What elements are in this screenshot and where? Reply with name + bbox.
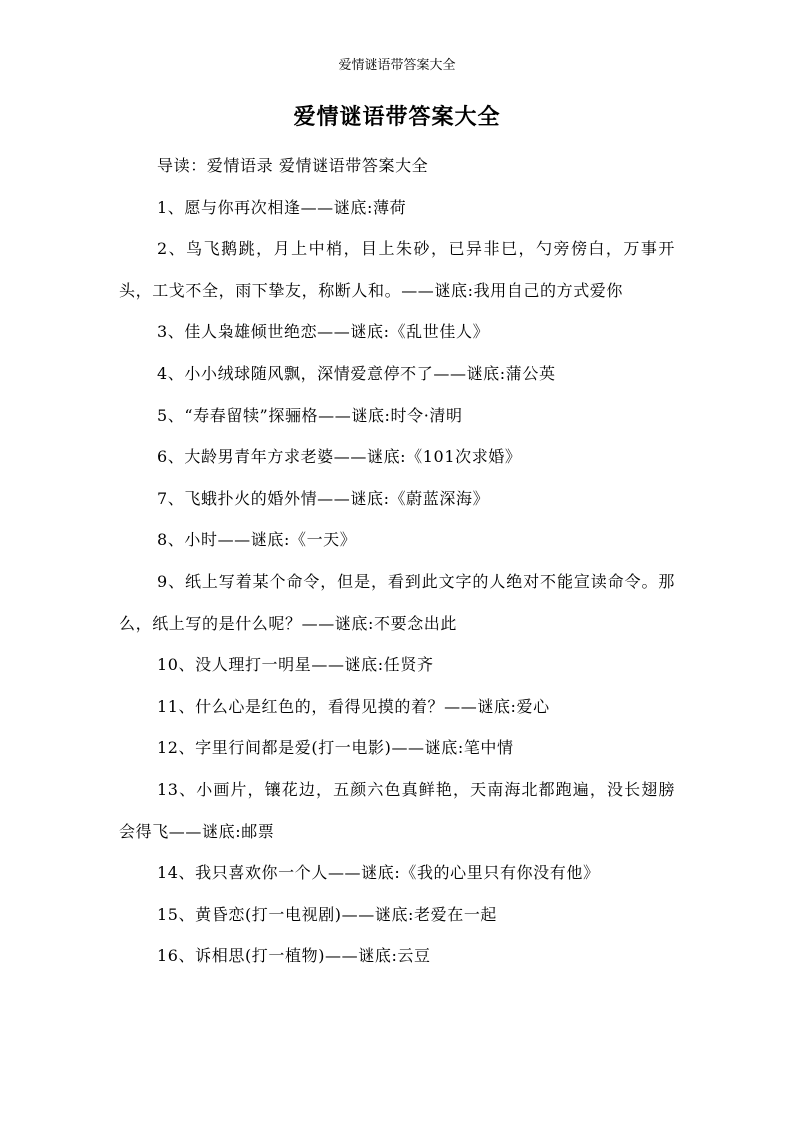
riddle-item: 14、我只喜欢你一个人——谜底:《我的心里只有你没有他》 [157,863,600,883]
riddle-item: 3、佳人枭雄倾世绝恋——谜底:《乱世佳人》 [157,322,490,342]
running-header: 爱情谜语带答案大全 [338,58,456,73]
riddle-item: 13、小画片，镶花边，五颜六色真鲜艳，天南海北都跑遍，没长翅膀会得飞——谜底:邮票 [119,779,675,841]
intro-paragraph: 导读：爱情语录 爱情谜语带答案大全 [157,156,429,175]
document-body [119,145,675,977]
document-title: 爱情谜语带答案大全 [293,104,501,130]
riddle-item: 2、鸟飞鹅跳，月上中梢，目上朱砂，已异非巳，勺旁傍白，万事开头，工戈不全，雨下挚友，称断人和。——谜底:我用自己的方式爱你 [119,239,675,300]
riddle-item: 6、大龄男青年方求老婆——谜底:《101次求婚》 [157,447,522,467]
riddle-item: 9、纸上写着某个命令，但是，看到此文字的人绝对不能宣读命令。那么，纸上写的是什么呢？——谜底:不要念出此 [119,571,675,633]
riddle-item: 15、黄昏恋(打一电视剧)——谜底:老爱在一起 [157,904,498,924]
riddle-item: 11、什么心是红色的，看得见摸的着？——谜底:爱心 [157,696,550,716]
riddle-item: 4、小小绒球随风飘，深情爱意停不了——谜底:蒲公英 [157,363,556,383]
riddle-item: 5、“寿春留犊”探骊格——谜底:时令·清明 [157,405,463,425]
riddle-item: 1、愿与你再次相逢——谜底:薄荷 [157,197,407,217]
riddle-item: 7、飞蛾扑火的婚外情——谜底:《蔚蓝深海》 [157,488,490,508]
riddle-item: 16、诉相思(打一植物)——谜底:云豆 [157,946,431,966]
riddle-item: 8、小时——谜底:《一天》 [157,530,357,550]
riddle-item: 10、没人理打一明星——谜底:任贤齐 [157,655,434,675]
riddle-item: 12、字里行间都是爱(打一电影)——谜底:笔中情 [157,738,514,758]
